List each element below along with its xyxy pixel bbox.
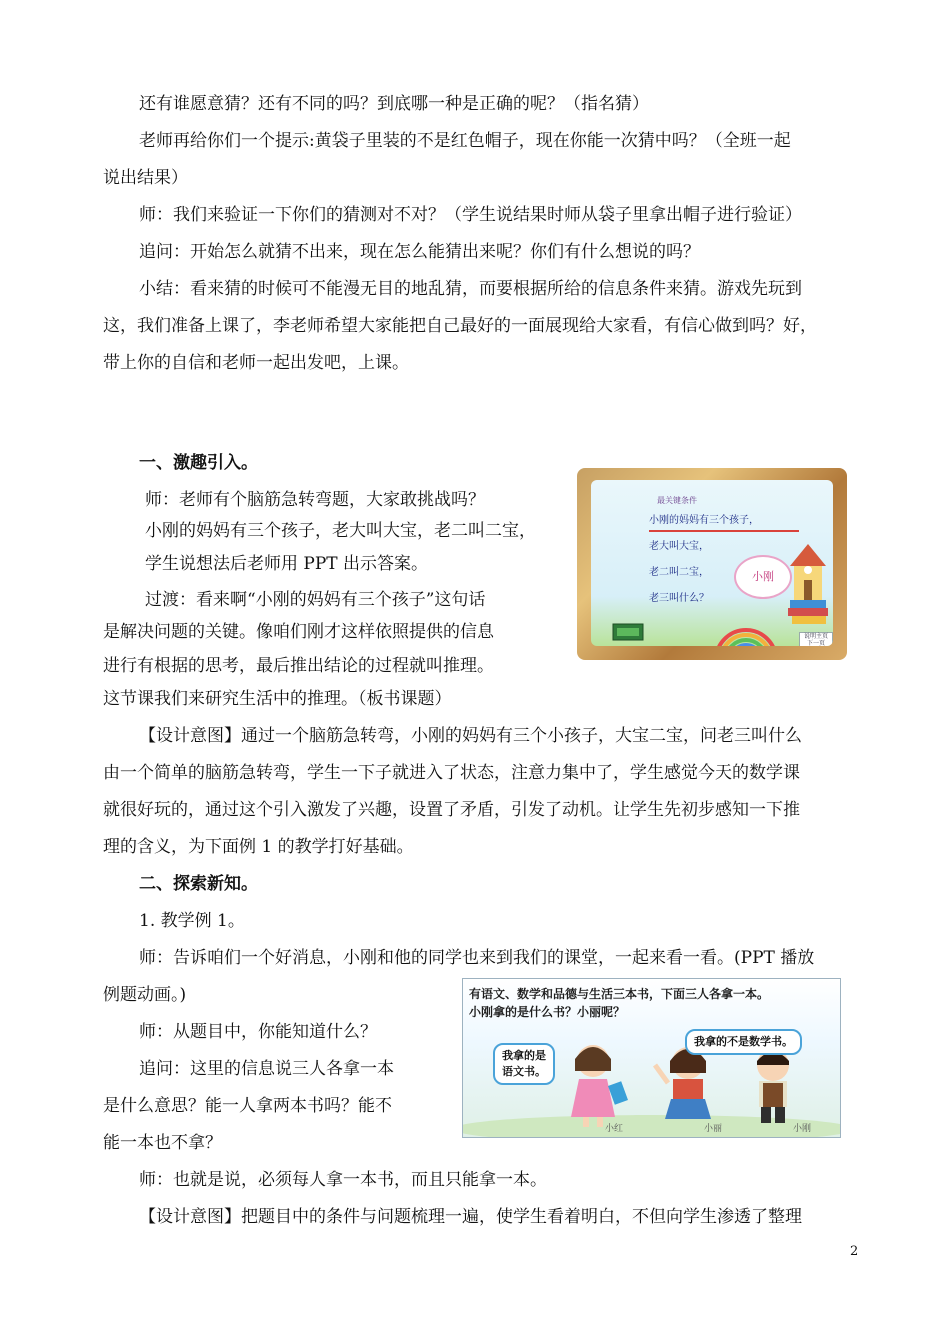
paragraph: 这节课我们来研究生活中的推理。（板书课题） — [103, 689, 452, 709]
child-name: 小刚 — [793, 1124, 812, 1134]
paragraph: 【设计意图】通过一个脑筋急转弯，小刚的妈妈有三个小孩子，大宝二宝，问老三叫什么 — [139, 726, 802, 746]
name-bubble: 小刚 — [734, 555, 792, 599]
paragraph: 还有谁愿意猜？还有不同的吗？到底哪一种是正确的呢？（指名猜） — [139, 94, 649, 114]
paragraph: 能一本也不拿？ — [103, 1133, 222, 1153]
paragraph: 老师再给你们一个提示:黄袋子里装的不是红色帽子，现在你能一次猜中吗？（全班一起 — [139, 131, 791, 151]
nav-home-label: 说明主页 — [803, 633, 828, 640]
slide-line: 老二叫二宝， — [649, 567, 709, 578]
paragraph: 【设计意图】把题目中的条件与问题梳理一遍，使学生看着明白，不但向学生渗透了整理 — [139, 1207, 802, 1227]
paragraph: 学生说想法后老师用 PPT 出示答案。 — [145, 554, 429, 574]
slide-line: 小刚的妈妈有三个孩子， — [649, 515, 759, 526]
section-heading: 一、激趣引入。 — [139, 453, 258, 473]
page-number: 2 — [850, 1244, 859, 1259]
speech-line: 我拿的是 — [502, 1049, 546, 1062]
paragraph: 是解决问题的关键。像咱们刚才这样依照提供的信息 — [103, 622, 494, 642]
paragraph: 带上你的自信和老师一起出发吧，上课。 — [103, 353, 409, 373]
paragraph: 追问：开始怎么就猜不出来，现在怎么能猜出来呢？你们有什么想说的吗？ — [139, 242, 700, 262]
paragraph: 由一个简单的脑筋急转弯，学生一下子就进入了状态，注意力集中了，学生感觉今天的数学课 — [103, 763, 800, 783]
slide-underline — [649, 530, 799, 532]
example-question: 有语文、数学和品德与生活三本书，下面三人各拿一本。 — [469, 987, 770, 1001]
paragraph: 师：我们来验证一下你们的猜测对不对？（学生说结果时师从袋子里拿出帽子进行验证） — [139, 205, 802, 225]
riddle-slide-image — [577, 468, 847, 660]
speech-bubble-right: 我拿的不是数学书。 — [685, 1029, 802, 1055]
paragraph: 例题动画。) — [103, 985, 187, 1005]
book-icon — [611, 620, 651, 642]
child-name: 小红 — [605, 1124, 624, 1134]
paragraph: 追问：这里的信息说三人各拿一本 — [139, 1059, 394, 1079]
slide-nav — [799, 632, 833, 646]
slide-inner — [591, 480, 833, 646]
child-name: 小丽 — [704, 1124, 723, 1134]
paragraph: 师：也就是说，必须每人拿一本书，而且只能拿一本。 — [139, 1170, 547, 1190]
slide-title: 最关键条件 — [657, 496, 697, 505]
paragraph: 是什么意思？能一人拿两本书吗？能不 — [103, 1096, 392, 1116]
slide-line: 老三叫什么？ — [649, 593, 709, 604]
paragraph: 过渡：看来啊“小刚的妈妈有三个孩子”这句话 — [145, 590, 486, 610]
paragraph: 师：告诉咱们一个好消息，小刚和他的同学也来到我们的课堂，一起来看一看。(PPT 播放 — [139, 948, 815, 968]
nav-next-label: 下一页 — [806, 640, 825, 646]
paragraph: 小结：看来猜的时候可不能漫无目的地乱猜，而要根据所给的信息条件来猜。游戏先玩到 — [139, 279, 802, 299]
rainbow-icon — [711, 620, 781, 646]
paragraph: 1. 教学例 1。 — [139, 911, 245, 931]
paragraph: 师：从题目中，你能知道什么？ — [139, 1022, 377, 1042]
example-image — [462, 978, 841, 1138]
paragraph: 进行有根据的思考，最后推出结论的过程就叫推理。 — [103, 656, 494, 676]
paragraph: 这，我们准备上课了，李老师希望大家能把自己最好的一面展现给大家看，有信心做到吗？好， — [103, 316, 817, 336]
paragraph: 小刚的妈妈有三个孩子，老大叫大宝，老二叫二宝， — [145, 521, 536, 541]
example-question: 小刚拿的是什么书？小丽呢？ — [469, 1005, 626, 1019]
speech-line: 语文书。 — [502, 1065, 546, 1078]
paragraph: 理的含义，为下面例 1 的教学打好基础。 — [103, 837, 414, 857]
speech-bubble-left — [493, 1043, 555, 1085]
paragraph: 就很好玩的，通过这个引入激发了兴趣，设置了矛盾，引发了动机。让学生先初步感知一下推 — [103, 800, 800, 820]
paragraph: 说出结果） — [103, 168, 188, 188]
house-icon — [786, 540, 830, 626]
slide-line: 老大叫大宝， — [649, 541, 709, 552]
section-heading: 二、探索新知。 — [139, 874, 258, 894]
paragraph: 师：老师有个脑筋急转弯题，大家敢挑战吗？ — [145, 490, 485, 510]
